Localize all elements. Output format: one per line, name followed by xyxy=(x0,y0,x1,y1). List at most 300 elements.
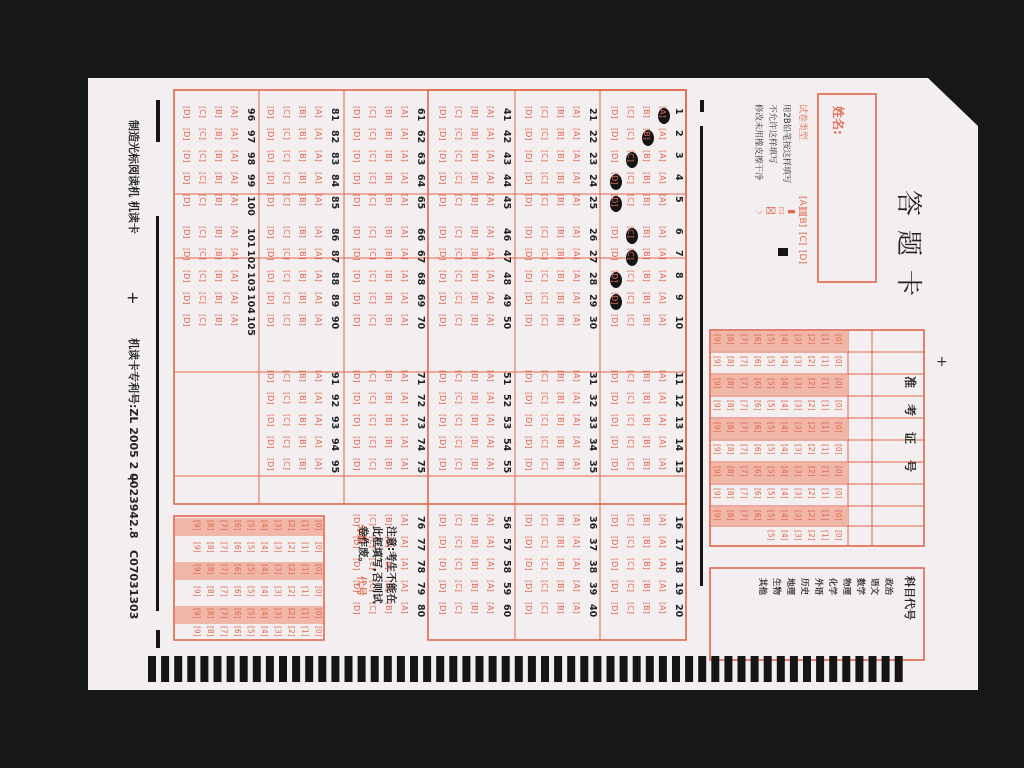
answer-bubble: [A] xyxy=(572,248,581,260)
id-digit-bubble: [8] xyxy=(726,334,735,345)
id-digit-bubble: [5] xyxy=(766,530,776,541)
answer-bubble: [A] xyxy=(314,370,323,382)
question-number-group xyxy=(673,560,684,574)
fill-instruction-group-1 xyxy=(781,104,792,184)
answer-bubble: [A] xyxy=(400,392,409,404)
answer-bubble-group xyxy=(282,172,291,184)
question-number: 53 xyxy=(501,416,512,430)
answer-bubble: [D] xyxy=(524,128,533,141)
question-number: 70 xyxy=(415,316,426,330)
score-digit-bubble-group xyxy=(206,542,215,553)
question-number: 13 xyxy=(673,416,684,430)
answer-bubble: [C] xyxy=(368,172,377,184)
id-digit-bubble: [4] xyxy=(780,466,789,477)
answer-bubble-group xyxy=(486,514,495,526)
answer-bubble-group xyxy=(198,150,207,162)
question-number-group xyxy=(245,174,256,187)
answer-bubble: [A] xyxy=(572,292,581,304)
answer-bubble-group xyxy=(470,580,479,592)
id-digit-bubble: [0] xyxy=(834,422,843,433)
question-number: 93 xyxy=(329,416,340,430)
question-number: 72 xyxy=(415,394,426,408)
answer-bubble: [B] xyxy=(214,150,223,162)
answer-bubble-group xyxy=(384,414,393,426)
question-number: 15 xyxy=(673,460,684,474)
barcode-bar xyxy=(397,656,405,682)
score-digit-bubble: [0] xyxy=(314,564,323,575)
answer-bubble-group xyxy=(470,314,479,326)
answer-bubble-group xyxy=(540,536,549,548)
answer-bubble-group xyxy=(486,370,495,382)
id-digit-bubble-group xyxy=(740,444,749,455)
answer-bubble-group xyxy=(314,194,323,206)
answer-bubble: [A] xyxy=(572,106,581,118)
answer-bubble-group xyxy=(556,106,565,118)
answer-bubble-group xyxy=(572,314,581,326)
exam-id-label: 准考证号 xyxy=(903,376,917,489)
answer-bubble: [A] xyxy=(486,314,495,326)
id-digit-bubble: [4] xyxy=(780,444,789,455)
id-digit-bubble-group xyxy=(807,356,816,367)
answer-bubble: [A] xyxy=(658,602,667,614)
answer-bubble: [B] xyxy=(470,580,479,592)
score-digit-bubble: [9] xyxy=(192,626,202,637)
id-digit-bubble-group xyxy=(834,400,843,411)
answer-bubble: [C] xyxy=(626,558,635,570)
question-number-group xyxy=(415,196,426,209)
question-number: 88 xyxy=(329,272,340,286)
timing-mark xyxy=(700,100,704,112)
question-number: 57 xyxy=(501,538,512,552)
answer-bubble-group xyxy=(540,414,549,426)
answer-bubble: [B] xyxy=(298,226,307,238)
answer-bubble: [C] xyxy=(454,602,463,614)
id-digit-bubble-group xyxy=(767,444,776,455)
answer-bubble: [C] xyxy=(368,436,377,448)
question-number: 99 xyxy=(245,174,256,188)
answer-bubble-group xyxy=(282,392,291,404)
id-digit-bubble: [3] xyxy=(793,466,803,477)
answer-bubble: [B] xyxy=(384,370,393,382)
subject-name: 化学 xyxy=(827,578,837,596)
question-number-group xyxy=(587,604,598,618)
answer-bubble: [A] xyxy=(314,436,323,448)
answer-bubble-group xyxy=(314,172,323,184)
id-digit-bubble-group xyxy=(834,334,843,345)
question-number: 25 xyxy=(587,196,598,210)
answer-bubble-group xyxy=(266,150,275,162)
answer-bubble: [A] xyxy=(400,414,409,426)
barcode-bar xyxy=(502,656,510,682)
answer-bubble: [A] xyxy=(400,270,409,282)
question-number: 46 xyxy=(501,228,512,242)
answer-bubble-group xyxy=(266,436,275,448)
barcode-bar xyxy=(738,656,746,682)
score-digit-bubble-group xyxy=(233,626,242,637)
question-number-group xyxy=(587,130,598,143)
answer-bubble-group xyxy=(198,270,207,282)
answer-bubble-group xyxy=(524,602,533,614)
barcode-bar xyxy=(580,656,588,682)
footer-code-group xyxy=(127,550,140,619)
id-digit-bubble-group xyxy=(807,530,816,541)
answer-bubble: [A] xyxy=(400,248,409,260)
answer-bubble: [B] xyxy=(298,106,307,118)
answer-bubble-group xyxy=(658,602,667,614)
answer-bubble-group xyxy=(454,292,463,304)
answer-bubble: [A] xyxy=(230,226,239,238)
answer-bubble-group xyxy=(438,602,447,614)
answer-bubble: [C] xyxy=(368,536,377,548)
question-number-group xyxy=(501,174,512,188)
answer-bubble-group xyxy=(658,292,667,304)
answer-bubble: [D] xyxy=(438,150,447,163)
answer-bubble: [D] xyxy=(524,314,533,327)
answer-bubble-group xyxy=(470,226,479,238)
answer-bubble-group xyxy=(610,314,619,326)
footer-left-group xyxy=(127,120,141,234)
id-digit-bubble: [7] xyxy=(739,422,749,433)
question-number-group xyxy=(673,438,684,452)
id-digit-bubble-group xyxy=(794,334,803,345)
score-digit-bubble: [0] xyxy=(314,520,323,531)
id-digit-bubble-group xyxy=(780,356,789,367)
answer-bubble-group xyxy=(524,514,533,526)
id-digit-bubble-group xyxy=(834,356,843,367)
answer-bubble: [C] xyxy=(540,150,549,162)
answer-bubble: [B] xyxy=(384,314,393,326)
id-digit-bubble-group xyxy=(740,334,749,345)
score-digit-bubble-group xyxy=(287,626,296,637)
answer-bubble: [B] xyxy=(556,458,565,470)
answer-bubble: [B] xyxy=(470,172,479,184)
answer-bubble: [A] xyxy=(658,536,667,548)
answer-bubble: [C] xyxy=(454,106,463,118)
question-number: 104 xyxy=(245,294,256,314)
answer-bubble-group xyxy=(214,172,223,184)
answer-bubble: [A] xyxy=(486,128,495,140)
barcode-bar xyxy=(790,656,798,682)
id-digit-bubble-group xyxy=(767,334,776,345)
answer-bubble: [B] xyxy=(384,226,393,238)
answer-bubble: [A] xyxy=(658,514,667,526)
question-number-group xyxy=(587,538,598,551)
answer-bubble: [D] xyxy=(266,194,275,207)
answer-bubble: [A] xyxy=(400,436,409,448)
id-digit-bubble: [1] xyxy=(820,400,830,411)
question-number-group xyxy=(501,294,512,307)
question-number: 43 xyxy=(501,152,512,166)
answer-bubble-group xyxy=(214,248,223,260)
answer-bubble: [C] xyxy=(626,128,635,140)
notice-line: 此框填写,否则试 xyxy=(371,526,383,604)
answer-bubble-group xyxy=(610,150,619,162)
barcode-bar xyxy=(672,656,680,682)
answer-bubble: [D] xyxy=(610,414,619,427)
barcode-bar xyxy=(489,656,497,682)
score-digit-bubble-group xyxy=(301,626,310,637)
id-digit-bubble: [5] xyxy=(766,356,776,367)
answer-bubble-group xyxy=(556,270,565,282)
question-number-group xyxy=(329,372,340,385)
answer-bubble-group xyxy=(540,292,549,304)
answer-bubble-group xyxy=(486,314,495,326)
answer-bubble: [A] xyxy=(658,292,667,304)
question-number-group xyxy=(673,372,684,385)
score-digit-bubble-group xyxy=(301,608,310,619)
answer-bubble-group xyxy=(384,514,393,526)
id-digit-bubble: [0] xyxy=(834,400,843,411)
id-digit-bubble-group xyxy=(807,334,816,345)
answer-bubble: [A] xyxy=(230,172,239,184)
answer-bubble: [B] xyxy=(556,226,565,238)
answer-bubble: [A] xyxy=(230,106,239,118)
id-digit-bubble-group xyxy=(780,334,789,345)
score-digit-bubble: [9] xyxy=(192,542,202,553)
answer-bubble-group xyxy=(610,602,619,614)
score-digit-bubble: [5] xyxy=(246,626,256,637)
answer-bubble: [D] xyxy=(352,458,361,471)
answer-bubble-group xyxy=(214,292,223,304)
answer-bubble-group xyxy=(400,370,409,382)
answer-bubble: [D] xyxy=(610,172,619,185)
answer-bubble-group xyxy=(572,226,581,238)
answer-bubble: [B] xyxy=(642,370,651,382)
id-digit-bubble: [5] xyxy=(766,378,776,389)
paper-type-option: [A] xyxy=(797,196,807,210)
answer-bubble: [B] xyxy=(298,248,307,260)
answer-bubble: [C] xyxy=(626,370,635,382)
barcode-bar xyxy=(331,656,339,682)
answer-bubble-group xyxy=(524,172,533,184)
answer-bubble: [D] xyxy=(524,172,533,185)
answer-bubble: [D] xyxy=(438,314,447,327)
answer-bubble: [B] xyxy=(470,106,479,118)
answer-bubble: [B] xyxy=(470,602,479,614)
answer-bubble: [A] xyxy=(572,392,581,404)
answer-bubble: [D] xyxy=(352,128,361,141)
question-number: 103 xyxy=(245,272,256,292)
answer-bubble-group xyxy=(438,414,447,426)
answer-bubble-group xyxy=(454,270,463,282)
answer-bubble: [D] xyxy=(266,370,275,383)
exam-id-label-group xyxy=(903,376,918,488)
id-digit-bubble-group xyxy=(807,444,816,455)
answer-bubble: [A] xyxy=(658,580,667,592)
answer-bubble-group xyxy=(486,558,495,570)
answer-bubble-group xyxy=(626,580,635,592)
answer-bubble-group xyxy=(626,194,635,206)
id-digit-bubble: [3] xyxy=(793,356,803,367)
answer-bubble: [B] xyxy=(384,558,393,570)
answer-bubble: [A] xyxy=(658,194,667,206)
answer-bubble: [B] xyxy=(384,270,393,282)
question-number-group xyxy=(501,394,512,407)
barcode-bar xyxy=(292,656,300,682)
answer-bubble: [D] xyxy=(438,370,447,383)
answer-bubble: [B] xyxy=(642,458,651,470)
answer-bubble: [C] xyxy=(198,314,207,326)
barcode-bar xyxy=(633,656,641,682)
paper-type-options-group-4 xyxy=(797,250,807,264)
answer-bubble: [D] xyxy=(266,436,275,449)
answer-bubble: [A] xyxy=(572,536,581,548)
barcode-bar xyxy=(371,656,379,682)
question-number: 47 xyxy=(501,250,512,264)
answer-bubble-group xyxy=(610,292,619,304)
answer-bubble: [B] xyxy=(384,514,393,526)
subject-code-label-group xyxy=(903,575,917,620)
answer-bubble: [D] xyxy=(524,436,533,449)
answer-bubble-group xyxy=(454,150,463,162)
answer-bubble-group xyxy=(314,458,323,470)
answer-bubble-group xyxy=(230,106,239,118)
answer-bubble: [C] xyxy=(540,106,549,118)
answer-bubble-group xyxy=(266,392,275,404)
id-digit-bubble-group xyxy=(753,400,762,411)
answer-bubble: [D] xyxy=(610,602,619,615)
question-number: 21 xyxy=(587,108,598,122)
answer-bubble-group xyxy=(626,436,635,448)
question-number-group xyxy=(587,174,598,188)
question-number: 9 xyxy=(673,294,684,301)
barcode-bar xyxy=(554,656,562,682)
answer-bubble: [C] xyxy=(454,194,463,206)
subject-name: 历史 xyxy=(799,578,809,596)
answer-bubble: [D] xyxy=(524,106,533,119)
answer-bubble-group xyxy=(230,226,239,238)
answer-bubble-group xyxy=(438,536,447,548)
score-digit-bubble: [3] xyxy=(273,542,283,553)
answer-bubble-group xyxy=(610,414,619,426)
id-digit-bubble-group xyxy=(753,488,762,499)
score-digit-bubble-group xyxy=(260,608,269,619)
question-number-group xyxy=(415,152,426,165)
answer-bubble: [D] xyxy=(266,150,275,163)
answer-bubble-group xyxy=(400,414,409,426)
id-digit-bubble-group xyxy=(834,530,843,541)
answer-bubble-group xyxy=(540,458,549,470)
score-digit-bubble-group xyxy=(220,520,229,531)
answer-bubble: [C] xyxy=(368,150,377,162)
id-digit-bubble: [6] xyxy=(753,510,762,521)
question-number-group xyxy=(587,394,598,407)
score-digit-bubble-group xyxy=(206,626,215,637)
answer-bubble-group xyxy=(384,314,393,326)
answer-bubble: [C] xyxy=(282,106,291,118)
subject-name-group xyxy=(785,578,796,596)
id-digit-bubble: [7] xyxy=(739,400,749,411)
question-number-group xyxy=(329,438,340,452)
answer-bubble-group xyxy=(658,194,667,206)
answer-bubble-group xyxy=(572,292,581,304)
barcode-bar xyxy=(423,656,431,682)
answer-bubble: [B] xyxy=(384,292,393,304)
answer-bubble: [D] xyxy=(352,226,361,239)
answer-bubble: [C] xyxy=(282,226,291,238)
question-number-group xyxy=(415,516,426,530)
score-digit-bubble: [4] xyxy=(260,520,269,531)
score-digit-bubble-group xyxy=(274,608,283,619)
answer-bubble-group xyxy=(298,292,307,304)
answer-bubble-group xyxy=(626,128,635,140)
id-digit-bubble: [9] xyxy=(712,444,722,455)
answer-bubble-group xyxy=(454,172,463,184)
answer-bubble-group xyxy=(610,226,619,238)
answer-bubble: [A] xyxy=(486,248,495,260)
answer-bubble: [A] xyxy=(314,172,323,184)
question-number-group xyxy=(587,582,598,595)
score-digit-bubble-group xyxy=(220,608,229,619)
answer-bubble: [A] xyxy=(230,314,239,326)
id-digit-bubble-group xyxy=(753,334,762,345)
fill-instruction: 不允许这样填写 xyxy=(767,104,777,164)
answer-bubble: [D] xyxy=(524,602,533,615)
barcode-bar xyxy=(541,656,549,682)
question-number: 41 xyxy=(501,108,512,122)
question-number: 17 xyxy=(673,538,684,552)
subject-name: 语文 xyxy=(869,578,879,596)
id-digit-bubble: [5] xyxy=(766,400,776,411)
answer-bubble: [C] xyxy=(540,292,549,304)
question-number-group xyxy=(673,604,684,618)
answer-bubble: [A] xyxy=(400,106,409,118)
answer-bubble: [B] xyxy=(298,270,307,282)
answer-bubble-group xyxy=(486,536,495,548)
name-label: 姓名: xyxy=(831,106,845,135)
score-digit-bubble: [5] xyxy=(246,608,256,619)
answer-bubble-group xyxy=(384,128,393,140)
answer-bubble-group xyxy=(572,580,581,592)
score-digit-bubble-group xyxy=(260,586,269,597)
answer-bubble-group xyxy=(182,248,191,260)
answer-bubble: [B] xyxy=(642,536,651,548)
answer-bubble: [B] xyxy=(556,194,565,206)
id-digit-bubble-group xyxy=(726,356,735,367)
answer-bubble: [C] xyxy=(626,292,635,304)
id-digit-bubble-group xyxy=(753,510,762,521)
answer-bubble: [B] xyxy=(384,194,393,206)
answer-bubble: [C] xyxy=(282,292,291,304)
answer-bubble-group xyxy=(642,226,651,238)
question-number: 83 xyxy=(329,152,340,166)
answer-bubble: [C] xyxy=(454,270,463,282)
answer-bubble-group xyxy=(572,172,581,184)
answer-bubble: [C] xyxy=(626,314,635,326)
answer-bubble-group xyxy=(626,514,635,526)
question-number: 105 xyxy=(245,316,256,336)
score-digit-bubble-group xyxy=(233,586,242,597)
answer-bubble-group xyxy=(470,248,479,260)
answer-bubble: [D] xyxy=(524,580,533,593)
answer-bubble: [A] xyxy=(486,106,495,118)
question-number-group xyxy=(673,250,684,257)
answer-bubble: [D] xyxy=(610,436,619,449)
question-number-group xyxy=(673,272,684,279)
answer-bubble-group xyxy=(384,106,393,118)
id-digit-bubble-group xyxy=(713,400,722,411)
answer-bubble: [A] xyxy=(658,270,667,282)
answer-bubble-group xyxy=(368,172,377,184)
answer-bubble: [A] xyxy=(486,194,495,206)
answer-bubble: [B] xyxy=(642,128,651,140)
question-number-group xyxy=(329,316,340,330)
wrong-fill-examples: ⌵ ⌧ ⍁ ▬ ▤ xyxy=(756,207,808,217)
question-number: 94 xyxy=(329,438,340,452)
answer-bubble: [A] xyxy=(572,458,581,470)
answer-bubble-group xyxy=(438,194,447,206)
barcode-bar xyxy=(515,656,523,682)
